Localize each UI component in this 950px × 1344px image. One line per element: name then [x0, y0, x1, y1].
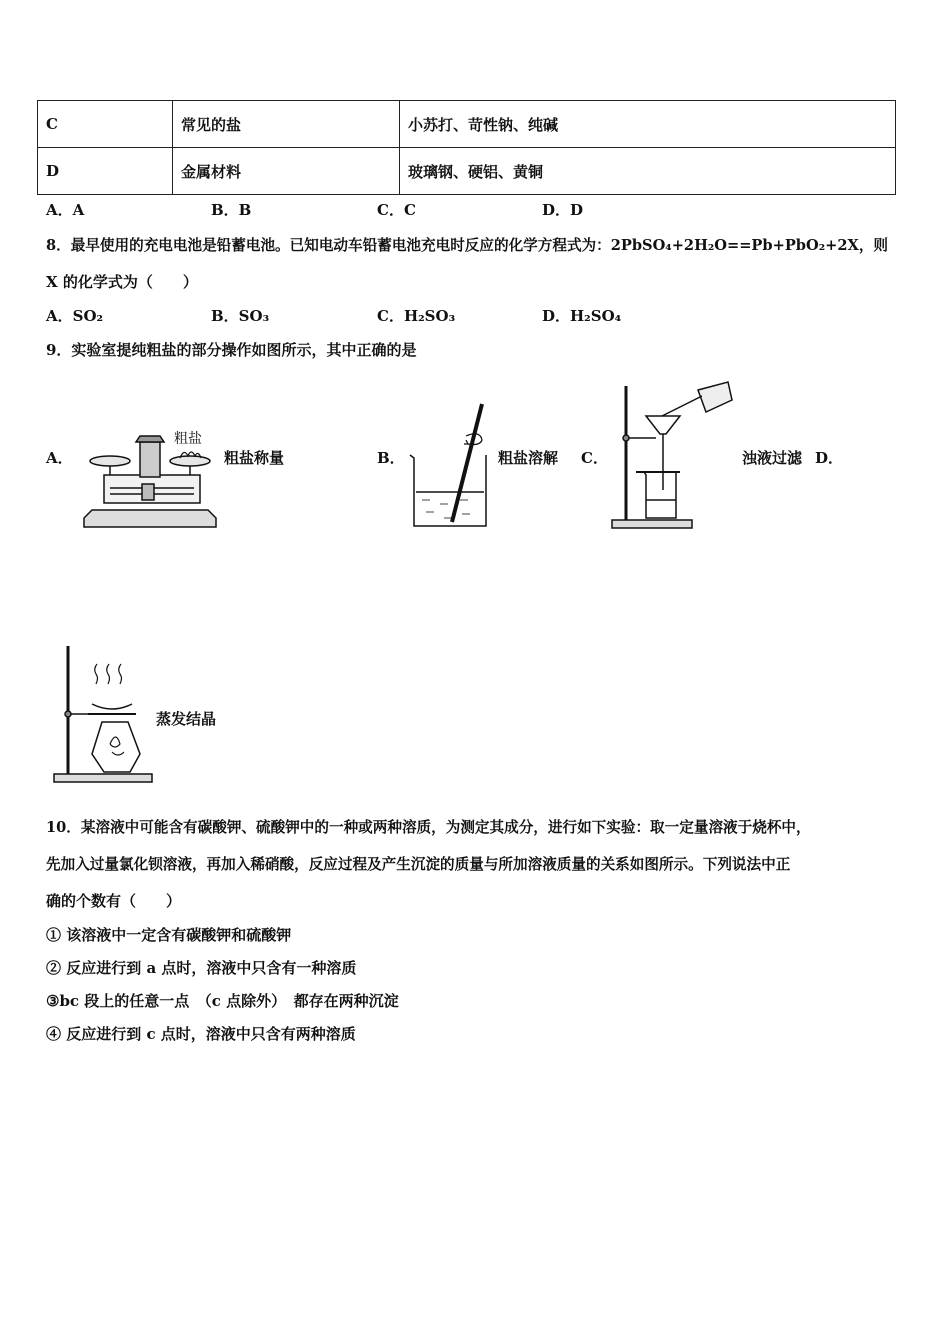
row-category: 金属材料: [173, 148, 400, 195]
row-category: 常见的盐: [173, 101, 400, 148]
balance-illustration: [80, 430, 220, 530]
q10-statement-3: ③bc 段上的任意一点 （c 点除外） 都存在两种沉淀: [46, 992, 399, 1010]
q10-statement-2: ② 反应进行到 a 点时，溶液中只含有一种溶质: [46, 959, 357, 977]
q10-statement-1: ① 该溶液中一定含有碳酸钾和硫酸钾: [46, 926, 292, 944]
table-row: [38, 101, 896, 148]
q10-stem-line1: 10．某溶液中可能含有碳酸钾、硫酸钾中的一种或两种溶质，为测定其成分，进行如下实验：取一定量溶液于烧杯中，: [46, 819, 811, 836]
q10-stem-line2: 先加入过量氯化钡溶液，再加入稀硝酸，反应过程及产生沉淀的质量与所加溶液质量的关系如图所示。下列说法中正: [46, 856, 791, 873]
q10-statement-4: ④ 反应进行到 c 点时，溶液中只含有两种溶质: [46, 1025, 356, 1043]
q7-option-a[interactable]: A．A: [46, 201, 85, 219]
q8-stem-line2: X 的化学式为（ ）: [46, 273, 198, 291]
options-table: [37, 100, 896, 195]
q7-option-b[interactable]: B．B: [211, 201, 252, 219]
row-key: D: [38, 148, 173, 195]
dissolve-illustration: [400, 400, 500, 530]
q7-option-d[interactable]: D．D: [542, 201, 584, 219]
q9-option-c-caption: 浊液过滤: [742, 449, 803, 467]
balance-tag: 粗盐: [174, 431, 202, 447]
q9-option-d-caption: 蒸发结晶: [156, 710, 217, 728]
q9-stem: 9．实验室提纯粗盐的部分操作如图所示，其中正确的是: [46, 341, 417, 359]
evaporation-illustration: [52, 644, 162, 786]
q10-stem-line3: 确的个数有（ ）: [46, 892, 182, 910]
q9-option-c-letter[interactable]: C．: [581, 449, 608, 467]
q8-option-a[interactable]: A．SO₂: [46, 307, 104, 325]
q9-option-a-letter[interactable]: A．: [46, 449, 73, 467]
q9-option-d-letter[interactable]: D．: [815, 449, 844, 467]
q9-option-b-letter[interactable]: B．: [377, 449, 405, 467]
q7-option-c[interactable]: C．C: [377, 201, 416, 219]
filtration-illustration: [610, 380, 740, 532]
row-items: 玻璃钢、硬铝、黄铜: [400, 148, 896, 195]
q8-option-b[interactable]: B．SO₃: [211, 307, 270, 325]
q8-stem-line1: 8．最早使用的充电电池是铅蓄电池。已知电动车铅蓄电池充电时反应的化学方程式为：2PbSO₄+2H₂O==Pb+PbO₂+2X，则: [46, 237, 889, 254]
q9-option-b-caption: 粗盐溶解: [498, 449, 559, 467]
q8-option-d[interactable]: D．H₂SO₄: [542, 307, 622, 325]
q8-option-c[interactable]: C．H₂SO₃: [377, 307, 456, 325]
q9-option-a-caption: 粗盐称量: [224, 449, 285, 467]
row-items: 小苏打、苛性钠、纯碱: [400, 101, 896, 148]
table-row: [38, 148, 896, 195]
row-key: C: [38, 101, 173, 148]
